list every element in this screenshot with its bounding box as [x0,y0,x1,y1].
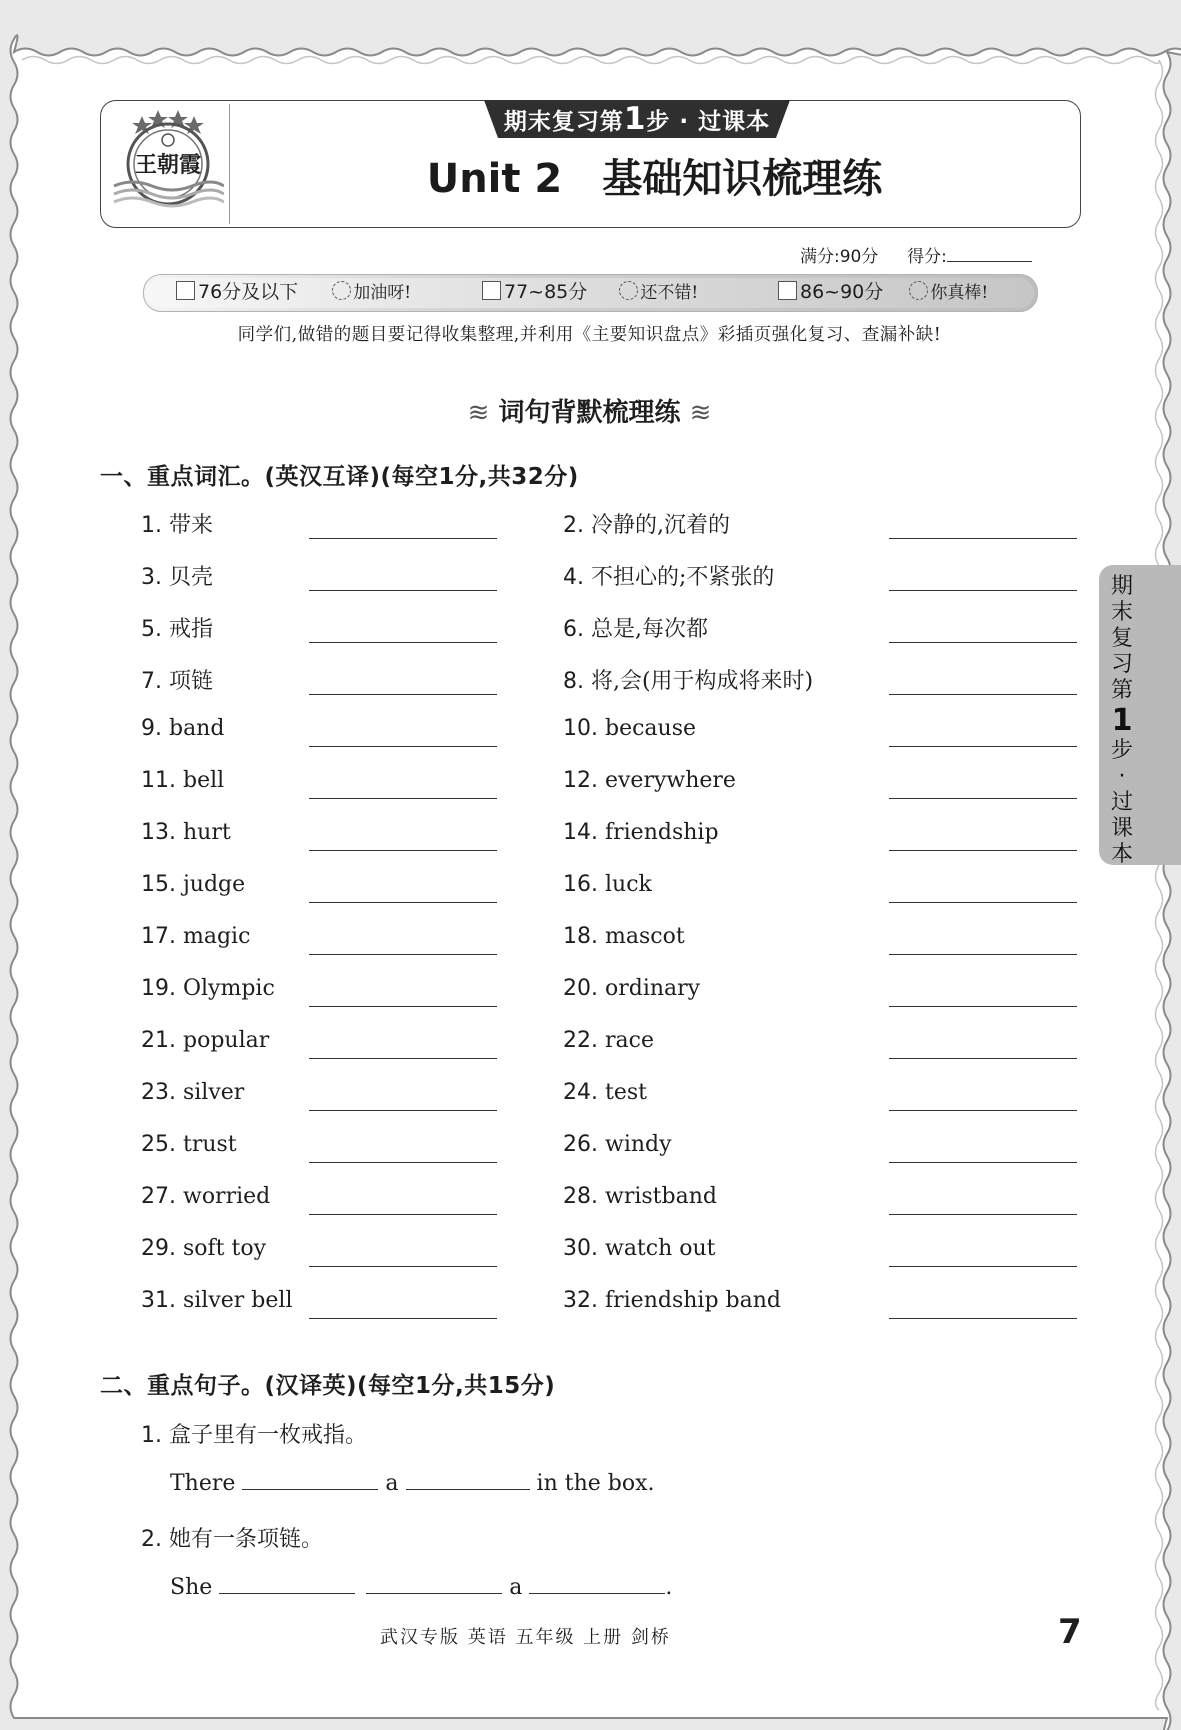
answer-line[interactable] [309,1318,497,1319]
vocab-number: 4. [563,565,591,590]
vocab-number: 29. [141,1236,183,1261]
vocab-word: luck [604,872,652,897]
side-tab-char: 第 [1110,678,1133,703]
grade-checkbox-3[interactable] [778,281,797,300]
vocab-item [141,768,224,793]
vocab-number: 13. [141,820,183,845]
vocab-number: 9. [141,716,169,741]
answer-line[interactable] [889,642,1077,643]
vocab-number: 5. [141,617,169,642]
vocab-item [141,1028,269,1053]
answer-line[interactable] [309,1110,497,1111]
side-tab-char: 过 [1110,790,1133,815]
answer-blank[interactable] [219,1593,355,1594]
answer-line[interactable] [889,954,1077,955]
vocab-word: 戒指 [168,617,213,642]
answer-line[interactable] [889,590,1077,591]
vocab-number: 22. [563,1028,605,1053]
vocab-number: 26. [563,1132,605,1157]
page-number: 7 [1058,1612,1082,1652]
vocab-word: windy [604,1132,672,1157]
wave-icon: ≋ [467,398,490,428]
vocab-word: friendship [604,820,719,845]
vocab-item [141,664,213,695]
vocab-number: 24. [563,1080,605,1105]
smiley-icon [909,281,928,300]
page-title [230,144,1079,214]
vocab-number: 16. [563,872,605,897]
smiley-icon [332,281,351,300]
answer-line[interactable] [889,850,1077,851]
answer-line[interactable] [889,538,1077,539]
vocab-word: mascot [604,924,685,949]
vocab-item [141,1236,266,1261]
side-tab-char: · [1118,764,1126,789]
vocab-number: 18. [563,924,605,949]
answer-line[interactable] [889,1162,1077,1163]
answer-line[interactable] [889,1214,1077,1215]
vocab-word: 不担心的;不紧张的 [590,565,775,590]
vocab-item [141,976,275,1001]
vocab-item [563,716,696,741]
vocab-word: watch out [604,1236,716,1261]
vocab-number: 15. [141,872,183,897]
vocab-item [141,612,213,643]
answer-line[interactable] [889,1110,1077,1111]
vocab-word: 贝壳 [168,565,213,590]
smiley-icon [619,281,638,300]
vocab-word: everywhere [604,768,736,793]
vocab-item [563,1080,647,1105]
vocab-number: 31. [141,1288,183,1313]
vocab-number: 32. [563,1288,605,1313]
vocab-word: hurt [182,820,231,845]
vocab-item [141,872,245,897]
grade-checkbox-1[interactable] [176,281,195,300]
answer-line[interactable] [309,642,497,643]
vocab-word: 将,会(用于构成将来时) [590,669,814,694]
vocab-number: 28. [563,1184,605,1209]
sentence-1-answer: There a in the box. [170,1471,655,1496]
vocab-word: 总是,每次都 [590,617,708,642]
step-banner-text: 期末复习第1步 · 过课本 [503,101,771,137]
answer-blank[interactable] [366,1593,502,1594]
answer-line[interactable] [309,1162,497,1163]
vocab-item [563,612,708,643]
vocab-item [141,820,231,845]
answer-line[interactable] [309,1058,497,1059]
answer-line[interactable] [309,902,497,903]
vocab-number: 12. [563,768,605,793]
vocab-item [141,1132,237,1157]
answer-line[interactable] [889,1266,1077,1267]
vocab-number: 21. [141,1028,183,1053]
vocab-word: popular [182,1028,270,1053]
sentence-2-prompt: 2. 她有一条项链。 [141,1527,324,1552]
grade-item-2: 77~85分 还不错! [482,279,698,305]
vocab-word: race [604,1028,654,1053]
side-tab-char: 本 [1110,842,1133,867]
vocab-word: wristband [604,1184,717,1209]
vocab-item [141,716,224,741]
wave-icon: ≋ [689,398,712,428]
vocab-item [563,976,700,1001]
answer-line[interactable] [309,746,497,747]
score-line [800,242,1032,267]
answer-line[interactable] [309,798,497,799]
side-tab-char: 课 [1110,816,1133,841]
vocab-item [141,508,213,539]
vocab-word: band [168,716,225,741]
sentence-2-answer: She a . [170,1575,673,1600]
vocab-word: trust [182,1132,237,1157]
vocab-word: 带来 [168,513,213,538]
answer-line[interactable] [889,1318,1077,1319]
part1-title: 一、重点词汇。(英汉互译)(每空1分,共32分) [100,464,579,490]
vocab-number: 1. [141,513,169,538]
vocab-word: test [604,1080,647,1105]
side-tab-line1 [1103,574,1141,704]
vocab-item [563,1028,654,1053]
vocab-number: 17. [141,924,183,949]
score-label: 得分: [907,247,947,267]
part2-title: 二、重点句子。(汉译英)(每空1分,共15分) [100,1373,556,1399]
vocab-item [563,508,730,539]
vocab-number: 20. [563,976,605,1001]
vocab-item [141,560,213,591]
vocab-number: 11. [141,768,183,793]
answer-line[interactable] [889,694,1077,695]
vocab-word: silver bell [182,1288,293,1313]
vocab-number: 6. [563,617,591,642]
vocab-number: 10. [563,716,605,741]
vocab-item [563,1184,717,1209]
side-tab-line2 [1103,738,1141,868]
answer-line[interactable] [889,902,1077,903]
side-tab-step: 1 [1111,703,1133,738]
vocab-number: 30. [563,1236,605,1261]
vocab-item [563,924,685,949]
grade-item-1: 76分及以下 加油呀! [176,279,411,305]
vocab-word: 项链 [168,669,213,694]
answer-line[interactable] [309,538,497,539]
brand-logo [112,106,224,218]
grade-checkbox-2[interactable] [482,281,501,300]
full-score: 满分:90分 [800,247,879,267]
answer-line[interactable] [889,1058,1077,1059]
side-tab-char: 步 [1110,738,1133,763]
vocab-item [563,1132,672,1157]
vocab-word: friendship band [604,1288,781,1313]
side-tab-text [1103,574,1141,868]
vocab-number: 3. [141,565,169,590]
vocab-word: Olympic [182,976,275,1001]
score-blank[interactable] [947,261,1032,262]
vocab-word: judge [182,872,246,897]
vocab-number: 23. [141,1080,183,1105]
vocab-item [141,1080,244,1105]
vocab-item [563,1236,716,1261]
answer-blank[interactable] [242,1489,378,1490]
answer-line[interactable] [889,1006,1077,1007]
vocab-item [563,1288,781,1313]
answer-line[interactable] [889,746,1077,747]
vocab-number: 25. [141,1132,183,1157]
vocab-item [563,664,813,695]
answer-line[interactable] [309,694,497,695]
vocab-number: 8. [563,669,591,694]
vocab-item [563,768,736,793]
vocab-word: soft toy [182,1236,267,1261]
reminder-text: 同学们,做错的题目要记得收集整理,并利用《主要知识盘点》彩插页强化复习、查漏补缺! [237,325,942,345]
answer-line[interactable] [309,850,497,851]
answer-line[interactable] [309,1214,497,1215]
vocab-number: 14. [563,820,605,845]
svg-text:王朝霞: 王朝霞 [134,152,202,178]
vocab-number: 19. [141,976,183,1001]
vocab-item [141,1288,292,1313]
vocab-word: worried [182,1184,271,1209]
vocab-number: 7. [141,669,169,694]
vocab-word: bell [182,768,225,793]
side-tab-char: 末 [1110,600,1133,625]
answer-line[interactable] [309,1266,497,1267]
answer-blank[interactable] [406,1489,530,1490]
sentence-1-prompt: 1. 盒子里有一枚戒指。 [141,1423,368,1448]
title-label: 基础知识梳理练 [602,156,883,202]
vocab-number: 2. [563,513,591,538]
section-title: ≋ 词句背默梳理练 ≋ [467,398,712,428]
vocab-word: magic [182,924,251,949]
vocab-word: because [604,716,697,741]
answer-line[interactable] [309,1006,497,1007]
vocab-item [141,924,250,949]
unit-label: Unit 2 [426,156,563,202]
vocab-item [563,820,719,845]
answer-blank[interactable] [529,1593,665,1594]
side-tab-char: 习 [1110,652,1133,677]
answer-line[interactable] [889,798,1077,799]
vocab-word: silver [182,1080,245,1105]
vocab-number: 27. [141,1184,183,1209]
answer-line[interactable] [309,590,497,591]
answer-line[interactable] [309,954,497,955]
vocab-item [563,872,652,897]
side-tab-char: 复 [1110,626,1133,651]
vocab-item [563,560,774,591]
vocab-item [141,1184,270,1209]
vocab-word: 冷静的,沉着的 [590,513,730,538]
footer-text: 武汉专版 英语 五年级 上册 剑桥 [380,1627,671,1648]
grade-item-3: 86~90分 你真棒! [778,279,988,305]
side-tab-char: 期 [1110,574,1133,599]
vocab-word: ordinary [604,976,701,1001]
